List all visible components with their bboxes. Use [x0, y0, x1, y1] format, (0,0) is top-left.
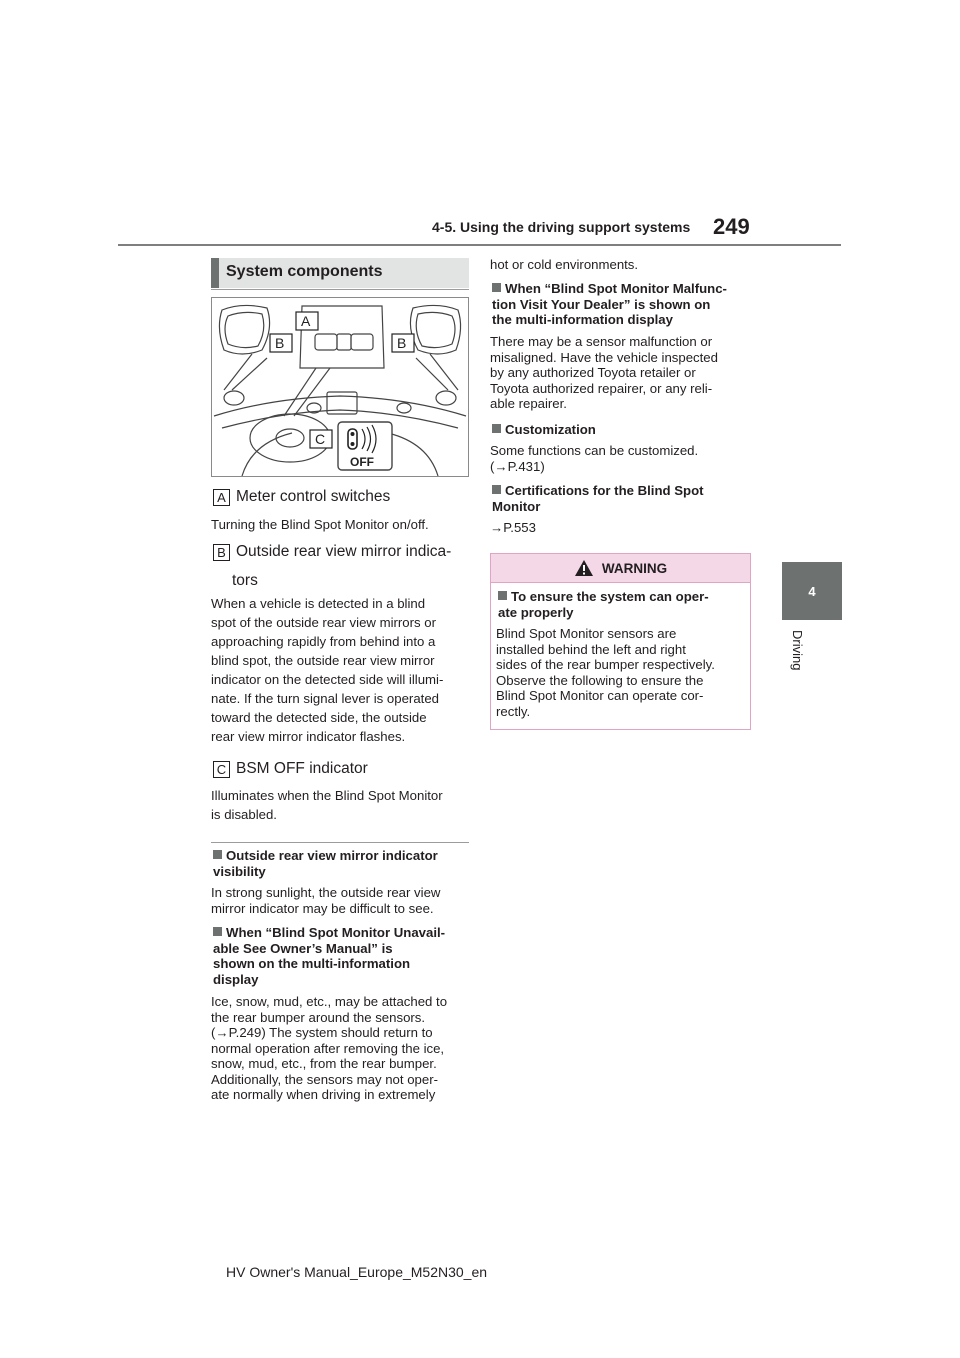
system-components-figure — [211, 297, 469, 477]
item-b-title — [213, 543, 451, 561]
bullet-square-icon — [213, 927, 222, 936]
customization-body-line: (→P.431) — [490, 458, 545, 474]
visibility-body-line: mirror indicator may be difficult to see. — [211, 900, 434, 916]
unavailable-body — [211, 994, 447, 1103]
item-b-title-line1: Outside rear view mirror indica- — [236, 543, 452, 560]
malfunction-body — [490, 334, 718, 412]
label-c: C — [315, 431, 326, 447]
warning-body-line: sides of the rear bumper respectively. — [496, 657, 715, 672]
unavailable-body-line: snow, mud, etc., from the rear bumper. — [211, 1056, 437, 1071]
certifications-heading-line: Certifications for the Blind Spot — [505, 483, 704, 498]
customization-body — [490, 443, 698, 474]
item-b-desc-line: spot of the outside rear view mirrors or — [211, 615, 437, 630]
item-b-desc-line: indicator on the detected side will illumi- — [211, 672, 444, 687]
warning-body — [496, 626, 744, 719]
warning-label: WARNING — [601, 560, 668, 576]
warning-triangle-icon — [574, 559, 594, 577]
malfunction-body-line: There may be a sensor malfunction or — [490, 334, 713, 349]
header-rule — [118, 244, 841, 246]
item-a-title — [213, 488, 390, 506]
bullet-square-icon — [492, 424, 501, 433]
warning-box — [490, 553, 751, 730]
item-a-letter: A — [213, 489, 230, 506]
malfunction-heading-line: the multi-information display — [492, 312, 673, 327]
item-c-title-text: BSM OFF indicator — [236, 760, 368, 777]
warning-header — [491, 554, 750, 583]
continued-text: hot or cold environments. — [490, 257, 639, 272]
visibility-heading — [213, 848, 484, 879]
chapter-tab — [782, 562, 842, 620]
customization-heading — [492, 422, 767, 438]
section-title: 4-5. Using the driving support systems — [432, 219, 691, 235]
malfunction-heading-line: tion Visit Your Dealer” is shown on — [492, 296, 711, 312]
footer-text: HV Owner's Manual_Europe_M52N30_en — [226, 1264, 488, 1280]
customization-body-line: Some functions can be customized. — [490, 443, 699, 458]
label-b-right: B — [397, 335, 407, 351]
item-b-desc-line: When a vehicle is detected in a blind — [211, 596, 426, 611]
warning-heading — [498, 589, 744, 620]
chapter-label: Driving — [790, 630, 805, 671]
item-a-desc: Turning the Blind Spot Monitor on/off. — [211, 517, 429, 532]
item-b-letter: B — [213, 544, 230, 561]
certifications-heading — [492, 483, 767, 514]
components-heading: System components — [211, 258, 469, 288]
warning-heading-line: ate properly — [498, 604, 574, 620]
page-number: 249 — [713, 214, 750, 239]
warning-body-line: rectly. — [496, 703, 531, 719]
components-rule — [211, 289, 469, 290]
item-c-desc-line: Illuminates when the Blind Spot Monitor — [211, 788, 443, 803]
unavailable-heading-line: able See Owner’s Manual” is — [213, 940, 393, 956]
warning-body-line: installed behind the left and right — [496, 641, 686, 657]
certifications-heading-line: Monitor — [492, 498, 541, 514]
item-c-desc — [211, 786, 443, 824]
notes-rule — [211, 842, 469, 843]
malfunction-body-line: able repairer. — [490, 396, 567, 411]
bullet-square-icon — [492, 283, 501, 292]
unavailable-body-line: Additionally, the sensors may not oper- — [211, 1071, 438, 1087]
item-c-letter: C — [213, 761, 230, 778]
unavailable-heading-line: display — [213, 971, 259, 987]
label-a: A — [301, 313, 311, 329]
customization-heading-text: Customization — [505, 422, 596, 437]
malfunction-body-line: Toyota authorized repairer, or any reli- — [490, 380, 713, 396]
bullet-square-icon — [213, 850, 222, 859]
malfunction-heading — [492, 281, 767, 328]
item-b-title-line2: tors — [232, 572, 258, 589]
warning-body-line: Blind Spot Monitor can operate cor- — [496, 688, 704, 703]
visibility-body — [211, 885, 440, 916]
item-c-title — [213, 760, 368, 778]
item-b-desc-line: approaching rapidly from behind into a — [211, 634, 436, 649]
visibility-heading-line: Outside rear view mirror indicator — [226, 848, 438, 863]
visibility-body-line: In strong sunlight, the outside rear view — [211, 885, 441, 900]
unavailable-heading — [213, 925, 484, 987]
item-b-desc-line: blind spot, the outside rear view mirror — [211, 653, 435, 668]
unavailable-body-line: the rear bumper around the sensors. — [211, 1009, 426, 1025]
malfunction-body-line: by any authorized Toyota retailer or — [490, 365, 696, 380]
label-b-left: B — [275, 335, 285, 351]
malfunction-heading-line: When “Blind Spot Monitor Malfunc- — [505, 281, 727, 296]
item-b-desc — [211, 594, 443, 746]
bullet-square-icon — [492, 485, 501, 494]
unavailable-heading-line: shown on the multi-information — [213, 956, 411, 971]
warning-heading-line: To ensure the system can oper- — [511, 589, 709, 604]
warning-body-line: Blind Spot Monitor sensors are — [496, 626, 677, 641]
bullet-square-icon — [498, 591, 507, 600]
item-b-desc-line: rear view mirror indicator flashes. — [211, 729, 406, 744]
unavailable-heading-line: When “Blind Spot Monitor Unavail- — [226, 925, 446, 940]
certifications-body: →P.553 — [490, 520, 536, 535]
item-b-desc-line: nate. If the turn signal lever is operated — [211, 691, 439, 706]
visibility-heading-line: visibility — [213, 863, 266, 879]
unavailable-body-line: (→P.249) The system should return to — [211, 1025, 433, 1040]
unavailable-body-line: ate normally when driving in extremely — [211, 1087, 436, 1102]
warning-body-line: Observe the following to ensure the — [496, 672, 704, 688]
unavailable-body-line: normal operation after removing the ice, — [211, 1040, 445, 1056]
chapter-number: 4 — [808, 583, 816, 599]
malfunction-body-line: misaligned. Have the vehicle inspected — [490, 349, 718, 365]
off-label: OFF — [350, 455, 374, 469]
item-b-desc-line: toward the detected side, the outside — [211, 710, 427, 725]
item-a-title-text: Meter control switches — [236, 488, 391, 505]
item-c-desc-line: is disabled. — [211, 807, 277, 822]
unavailable-body-line: Ice, snow, mud, etc., may be attached to — [211, 994, 448, 1009]
dashboard-illustration — [212, 298, 468, 476]
